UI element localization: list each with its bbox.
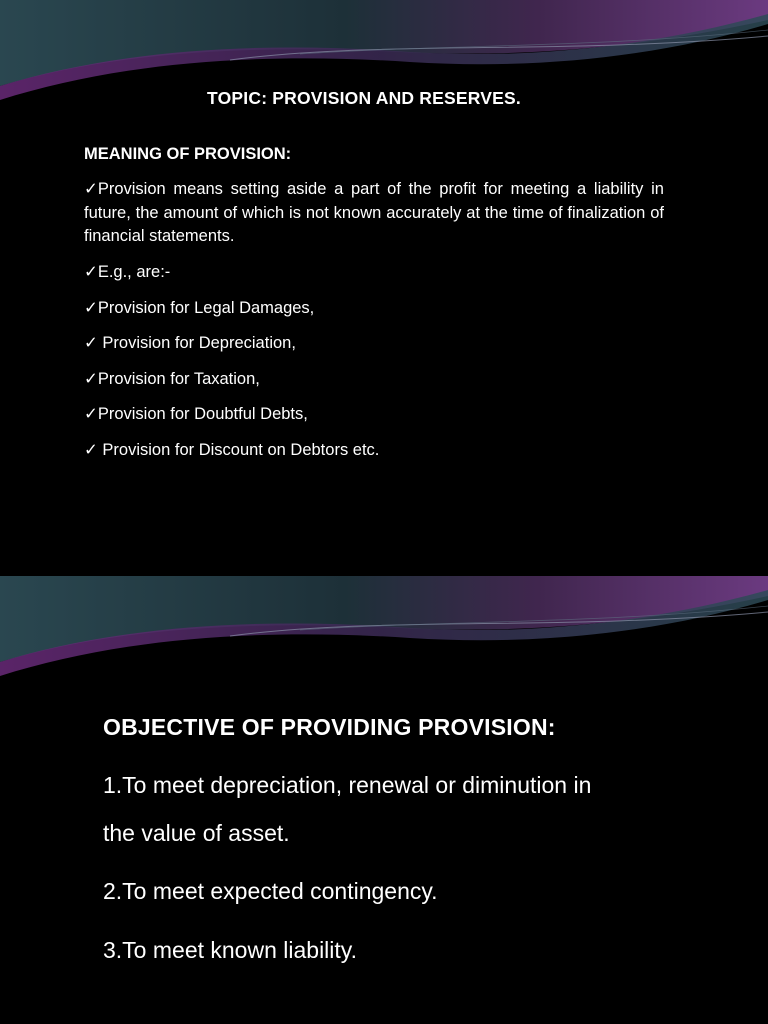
meaning-heading: MEANING OF PROVISION: <box>84 145 292 163</box>
objective-line-1-cont: the value of asset. <box>103 820 290 846</box>
checkmark-icon: ✓ <box>84 180 98 198</box>
checkmark-icon: ✓ <box>84 370 98 388</box>
list-item-examples: ✓E.g., are:- <box>84 263 171 281</box>
objective-heading: OBJECTIVE OF PROVIDING PROVISION: <box>103 714 556 740</box>
list-item-discount-debtors: ✓ Provision for Discount on Debtors etc. <box>84 441 380 459</box>
checkmark-icon: ✓ <box>84 441 98 459</box>
checkmark-icon: ✓ <box>84 405 98 423</box>
list-item-depreciation: ✓ Provision for Depreciation, <box>84 334 296 352</box>
slide-2-wave-header <box>0 576 768 696</box>
provision-definition <box>84 178 664 249</box>
slide-2 <box>0 576 768 1024</box>
objective-line-2: 2.To meet expected contingency. <box>103 878 438 904</box>
checkmark-icon: ✓ <box>84 334 98 352</box>
checkmark-icon: ✓ <box>84 299 98 317</box>
objective-line-3: 3.To meet known liability. <box>103 937 357 963</box>
list-item-doubtful-debts: ✓Provision for Doubtful Debts, <box>84 405 308 423</box>
checkmark-icon: ✓ <box>84 263 98 281</box>
objective-line-1: 1.To meet depreciation, renewal or diminution in <box>103 772 592 798</box>
slide-1-title: TOPIC: PROVISION AND RESERVES. <box>207 88 521 108</box>
list-item-legal-damages: ✓Provision for Legal Damages, <box>84 299 315 317</box>
list-item-taxation: ✓Provision for Taxation, <box>84 370 260 388</box>
definition-text: Provision means setting aside a part of the profit for meeting a liability in future, the amount of which is not known accurately at the time of finalization of financial statements. <box>84 180 664 245</box>
